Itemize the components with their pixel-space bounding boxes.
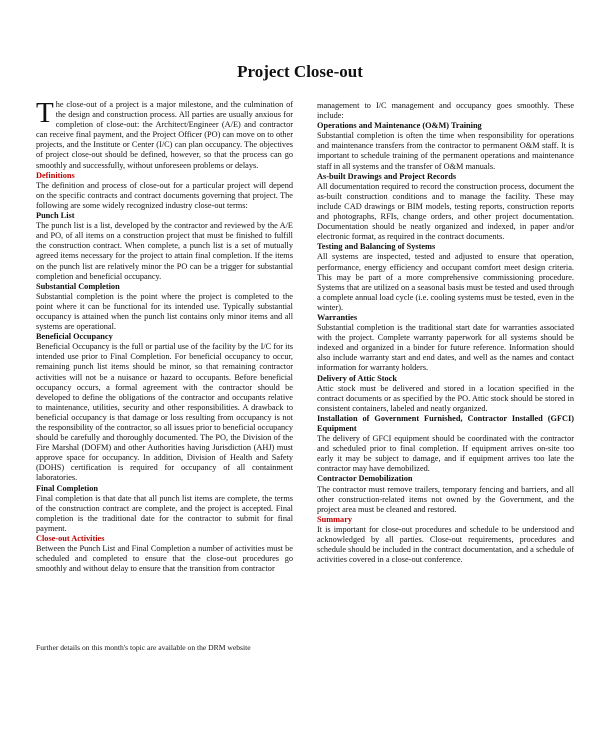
beneficial-occupancy-section — [36, 332, 293, 483]
demobilization-text: The contractor must remove trailers, temporary fencing and barriers, and all other construction-related items not owned by the Government, and the project area must be cleaned and restored. — [317, 484, 574, 514]
attic-stock-section — [317, 374, 574, 414]
warranties-section — [317, 313, 574, 374]
warranties-heading: Warranties — [317, 312, 358, 322]
final-completion-heading: Final Completion — [36, 483, 98, 493]
final-completion-section — [36, 484, 293, 534]
summary-text: It is important for close-out procedures and schedule to be understood and acknowledged by all parties. Close-out requirements, procedures and schedule should be included in the contract documentation, and a schedule of activities covered in a close-out conference. — [317, 524, 574, 565]
substantial-completion-heading: Substantial Completion — [36, 281, 120, 291]
beneficial-occupancy-heading: Beneficial Occupancy — [36, 332, 113, 342]
om-training-text: Substantial completion is often the time when responsibility for operations and maintenance transfers from the contractor to permanent O&M staff. It is important to schedule training of the permanent operations and maintenance staff in all systems and the transfer of O&M manuals. — [317, 131, 574, 171]
demobilization-heading: Contractor Demobilization — [317, 474, 413, 484]
testing-section — [317, 242, 574, 313]
punch-list-text: The punch list is a list, developed by the contractor and reviewed by the A/E and PO, of all items on a construction project that must be finished to fulfill the construction contract. When complete, a punch list is a set of mutually agreed items necessary for the project to attain final completion. If the items on the punch list are relatively minor the PO can be a trigger for substantial completion and beneficial occupancy. — [36, 221, 293, 281]
asbuilt-text: All documentation required to record the construction process, document the as-built construction conditions and to manage the facility. These may include CAD drawings or BIM models, testing reports, construction reports and photographs, RFIs, change orders, and other project documentation. Documentation should be neatly organized and indexed, in paper and/or electronic format, as required in the contract documents. — [317, 181, 574, 242]
summary-heading: Summary — [317, 514, 353, 524]
closeout-activities-section — [36, 534, 293, 574]
gfci-heading: Installation of Government Furnished, Contractor Installed (GFCI) Equipment — [317, 413, 574, 433]
closeout-activities-text: Between the Punch List and Final Completion a number of activities must be scheduled and completed to ensure that the close-out procedures go smoothly and without delay to ensure that the transition from contractor — [36, 544, 293, 574]
asbuilt-section — [317, 172, 574, 243]
testing-text: All systems are inspected, tested and adjusted to ensure that operation, performance, energy efficiency and occupant comfort meet design criteria. This may be part of a more comprehensive commissioning procedure. Systems that are utilized on a seasonal basis must be tested and used through a complete annual load cycle (i.e. cooling systems must be tested, even in the winter). — [317, 252, 574, 312]
substantial-completion-section — [36, 282, 293, 332]
om-training-heading: Operations and Maintenance (O&M) Training — [317, 121, 482, 131]
punch-list-heading: Punch List — [36, 211, 75, 221]
attic-stock-text: Attic stock must be delivered and stored in a location specified in the contract documents or as specified by the PO. Attic stock should be stored in consistent containers, labeled and neatly organized. — [317, 383, 574, 413]
punch-list-section — [36, 211, 293, 282]
substantial-completion-text: Substantial completion is the point where the project is completed to the point where it can be functional for its intended use. Typically substantial occupancy is attained when the punch list contains only minor items and all systems are operational. — [36, 291, 293, 332]
closeout-activities-heading: Close-out Activities — [36, 534, 105, 544]
demobilization-section — [317, 474, 574, 514]
testing-heading: Testing and Balancing of Systems — [317, 242, 436, 252]
intro-paragraph — [36, 97, 293, 171]
definitions-section — [36, 171, 293, 211]
drop-cap: T — [36, 97, 54, 129]
intro-text: he close-out of a project is a major milestone, and the culmination of the design and construction process. All parties are usually anxious for completion of close-out: the Architect/Engineer (A/E) and contractor can receive final payment, and the Project Officer (PO) can move on to other projects, and the Institute or Center (I/C) can plan occupancy. The objectives of project close-out should be defined, however, so that the process can go smoothly and successfully, without unforeseen problems or delays. — [36, 100, 293, 170]
asbuilt-heading: As-built Drawings and Project Records — [317, 171, 457, 181]
right-column — [317, 101, 574, 565]
warranties-text: Substantial completion is the traditional start date for warranties associated with the project. Complete warranty paperwork for all systems should be indexed and organized in a binder for future reference. Information should also include warranty start and end dates, and well as the names and contact information for warranty holders. — [317, 323, 574, 373]
continued-text: management to I/C management and occupancy goes smoothly. These include: — [317, 101, 574, 121]
footer-note: Further details on this month's topic are available on the DRM website — [36, 643, 251, 652]
definitions-heading: Definitions — [36, 170, 75, 180]
summary-section — [317, 515, 574, 565]
gfci-text: The delivery of GFCI equipment should be coordinated with the contractor and scheduled prior to final completion. If equipment arrives on-site too early it may be subject to damage, and if equipment arrives too late the contractor may have demobilized. — [317, 434, 574, 474]
definitions-text: The definition and process of close-out for a particular project will depend on the specific contracts and contract documents governing that project. The following are some widely recognized industry close-out terms: — [36, 180, 293, 210]
document-title: Project Close-out — [237, 62, 363, 81]
gfci-section — [317, 414, 574, 475]
final-completion-text: Final completion is that date that all punch list items are complete, the terms of the construction contract are complete, and the project is accepted. Final completion is the traditional date for the contractor to submit for final payment. — [36, 493, 293, 533]
left-column — [36, 97, 293, 574]
attic-stock-heading: Delivery of Attic Stock — [317, 373, 397, 383]
beneficial-occupancy-text: Beneficial Occupancy is the full or partial use of the facility by the I/C for its intended use prior to Final Completion. For beneficial occupancy to occur, remaining punch list items should be minor, so that remaining contractor activities will not be a nuisance or hazard to occupants. Before beneficial occupancy occurs, a formal agreement with the contractor should be developed to define the obligations of the contractor and occupants relative to maintenance, utilities, security and other responsibilities. A drawback to beneficial occupancy is that damage or loss resulting from occupancy is not the responsibility of the contractor, so all issues prior to beneficial occupancy should be carefully and thoroughly documented. The PO, the Division of the Fire Marshal (DOFM) and other Authorities having Jurisdiction (AHJ) must approve space for occupancy. In addition, Division of Health and Safety (DOHS) certification is required for occupancy of all containment laboratories. — [36, 342, 293, 483]
om-training-section — [317, 121, 574, 171]
